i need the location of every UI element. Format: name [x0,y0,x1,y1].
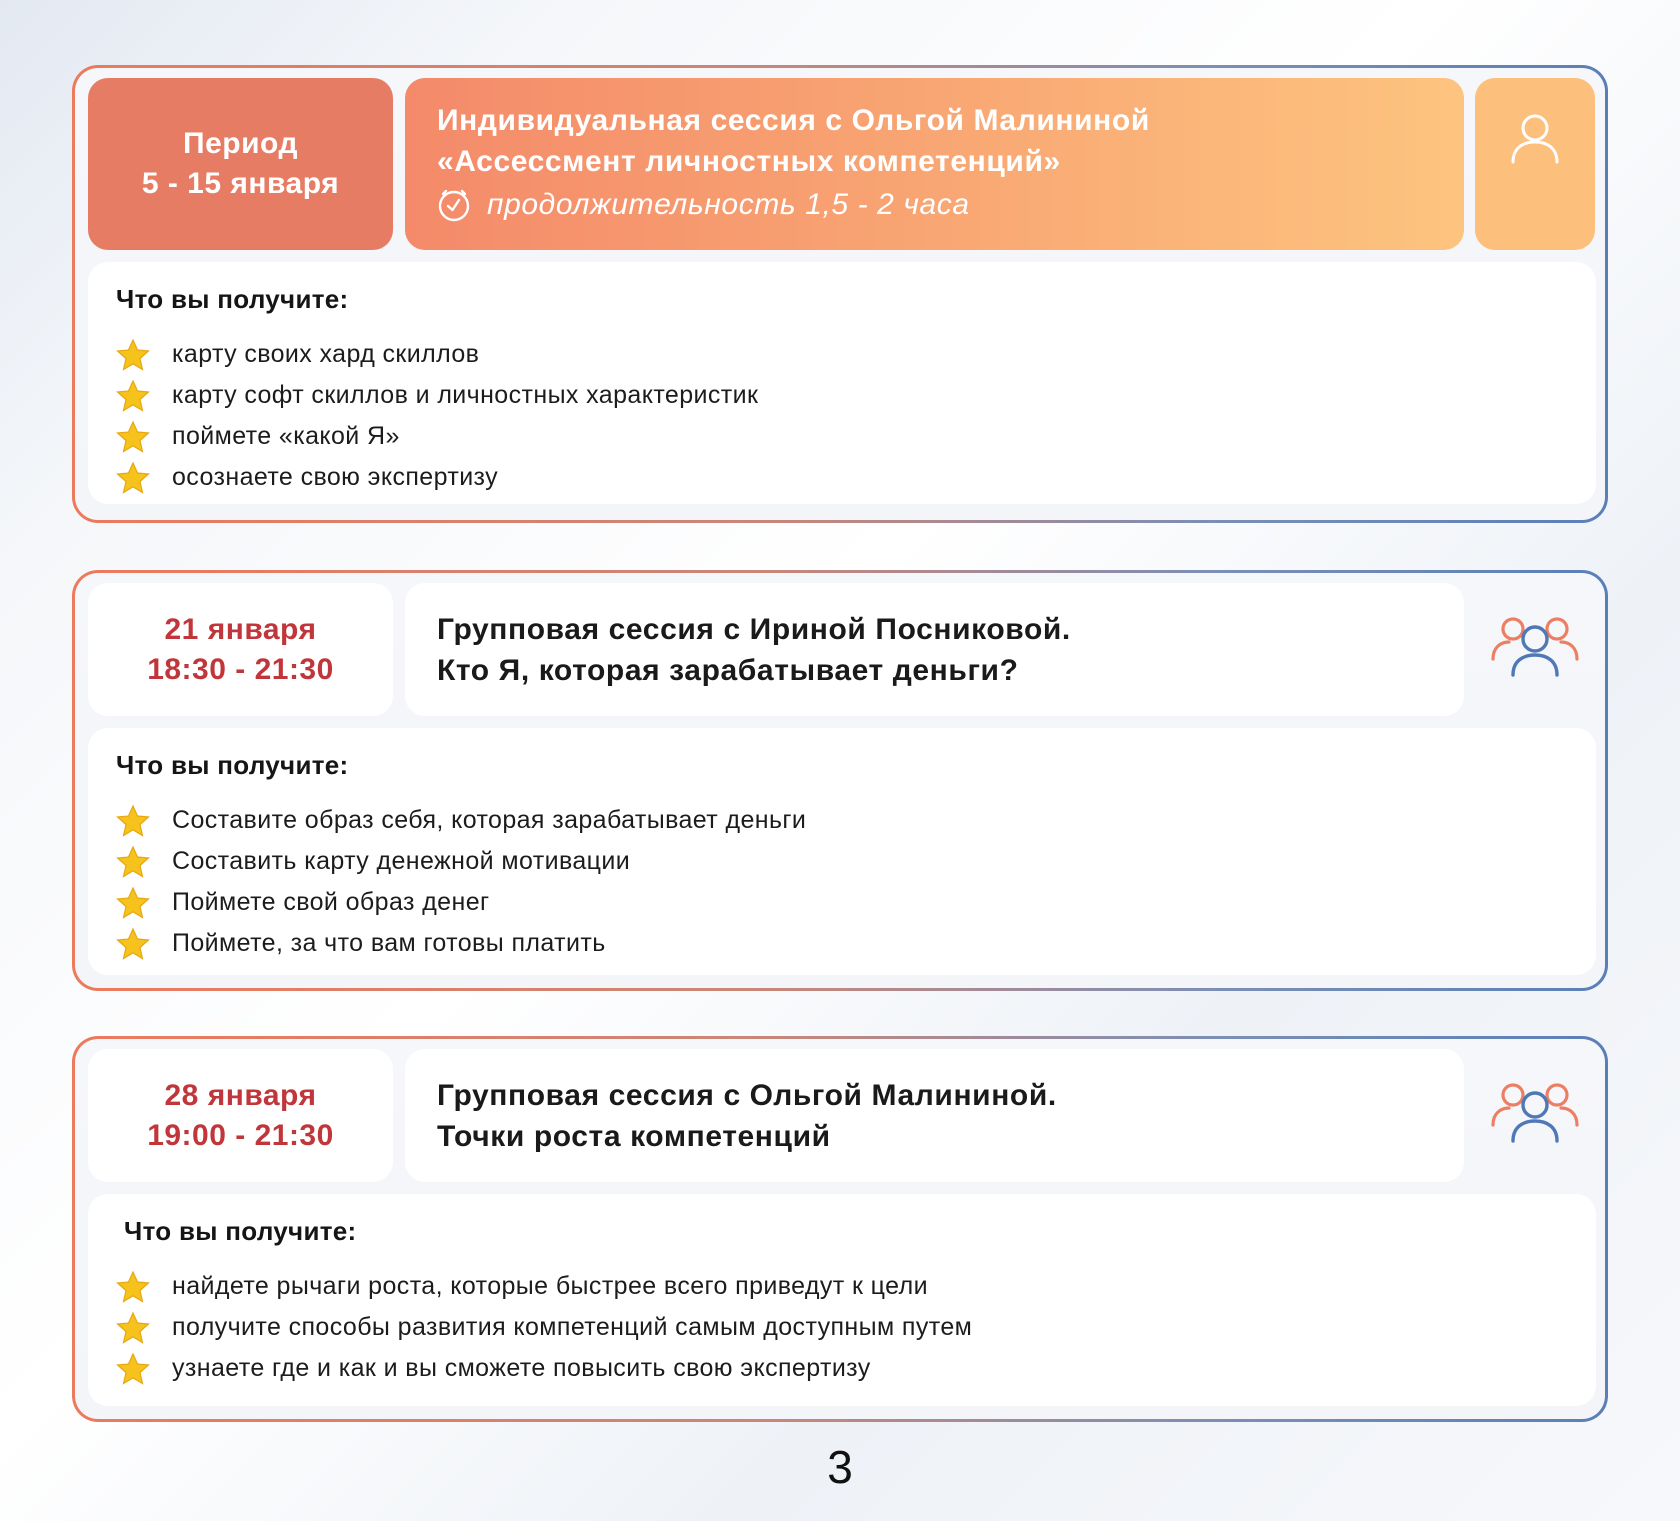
star-icon [116,805,150,837]
benefit-item [116,1307,1596,1348]
star-icon [116,1353,150,1385]
benefit-item [116,416,1596,457]
benefit-item [116,457,1596,498]
session-card-1 [72,65,1608,523]
benefit-item [116,334,1596,375]
session-duration [437,188,1432,222]
benefit-text: Составить карту денежной мотивации [172,847,631,875]
session-date [88,1049,393,1182]
star-icon [116,887,150,919]
session-date-day: 28 января [164,1078,317,1112]
session-title-line2: Кто Я, которая зарабатывает деньги? [437,654,1019,687]
session-date [88,583,393,716]
session-title-line1: Групповая сессия с Ириной Посниковой. [437,613,1071,646]
benefit-item [116,923,1596,964]
benefit-item [116,882,1596,923]
session-title-line1: Групповая сессия с Ольгой Малининой. [437,1079,1057,1112]
star-icon [116,846,150,878]
session-period [88,78,393,250]
benefit-item [116,800,1596,841]
session-type-badge [1475,1049,1595,1182]
benefit-text: узнаете где и как и вы сможете повысить свою экспертизу [172,1354,871,1382]
session-card-3 [72,1036,1608,1422]
benefits-heading: Что вы получите: [124,1216,357,1246]
session-type-badge [1475,78,1595,250]
page-number: 3 [827,1441,853,1493]
session-title-block [405,78,1464,250]
benefit-text: найдете рычаги роста, которые быстрее всего приведут к цели [172,1272,928,1300]
session-title-line2: Точки роста компетенций [437,1120,831,1153]
benefits-heading: Что вы получите: [116,750,349,780]
benefit-text: Составите образ себя, которая зарабатывает деньги [172,806,807,834]
benefit-text: карту своих хард скиллов [172,340,480,368]
benefits-panel [88,728,1596,975]
group-icon [1489,1079,1581,1143]
benefit-text: карту софт скиллов и личностных характеристик [172,381,759,409]
period-label: Период [183,127,298,160]
star-icon [116,1312,150,1344]
period-dates: 5 - 15 января [141,167,340,200]
session-card-2 [72,570,1608,991]
duration-text: продолжительность 1,5 - 2 часа [487,188,970,221]
session-title-block [405,1049,1464,1182]
star-icon [116,380,150,412]
star-icon [116,339,150,371]
clock-icon [437,188,471,222]
benefits-panel [88,262,1596,504]
benefit-item [116,1348,1596,1389]
session-date-time: 18:30 - 21:30 [147,652,334,686]
star-icon [116,1271,150,1303]
benefits-heading: Что вы получите: [116,284,349,314]
star-icon [116,462,150,494]
person-icon [1507,110,1563,166]
benefit-item [116,841,1596,882]
benefit-text: поймете «какой Я» [172,422,400,450]
star-icon [116,421,150,453]
benefit-item [116,375,1596,416]
session-title-block [405,583,1464,716]
benefit-text: осознаете свою экспертизу [172,463,499,491]
benefit-item [116,1266,1596,1307]
session-type-badge [1475,583,1595,716]
session-title-line1: Индивидуальная сессия с Ольгой Малининой [437,104,1150,137]
benefits-panel [88,1194,1596,1406]
benefit-text: Поймете, за что вам готовы платить [172,929,606,957]
session-date-time: 19:00 - 21:30 [147,1118,334,1152]
benefit-text: Поймете свой образ денег [172,888,490,916]
star-icon [116,928,150,960]
group-icon [1489,613,1581,677]
session-title-line2: «Ассессмент личностных компетенций» [437,145,1061,178]
session-date-day: 21 января [164,612,317,646]
benefit-text: получите способы развития компетенций самым доступным путем [172,1313,973,1341]
